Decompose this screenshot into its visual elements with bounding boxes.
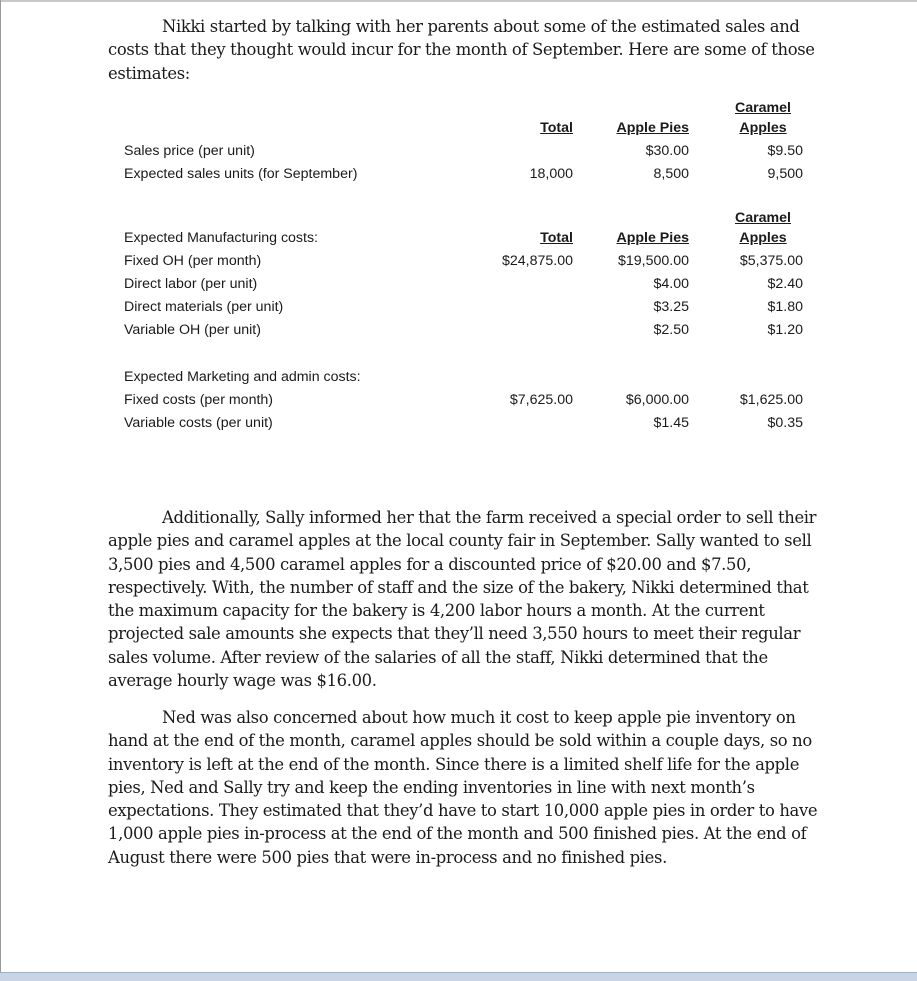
- row-caramel: $1,625.00: [739, 392, 803, 408]
- row-caramel: $2.40: [767, 276, 803, 292]
- mkt-row-fixed: [0, 392, 917, 415]
- sales-row-price: [0, 143, 917, 166]
- mfg-header-row-2: [0, 230, 917, 253]
- row-label: Fixed costs (per month): [124, 392, 274, 408]
- sales-header-total: Total: [540, 120, 573, 136]
- row-label: Fixed OH (per month): [124, 253, 262, 269]
- mkt-row-variable: [0, 415, 917, 438]
- mfg-row-variable-oh: [0, 322, 917, 345]
- row-apple: $6,000.00: [625, 392, 689, 408]
- mfg-header-caramel-line2: Apples: [739, 230, 787, 246]
- row-caramel: $5,375.00: [739, 253, 803, 269]
- row-label: Expected sales units (for September): [124, 166, 358, 182]
- row-apple: $3.25: [653, 299, 689, 315]
- row-caramel: $1.20: [767, 322, 803, 338]
- row-total: $24,875.00: [501, 253, 573, 269]
- row-apple: 8,500: [653, 166, 689, 182]
- sales-header-caramel-line2: Apples: [739, 120, 787, 136]
- row-caramel: 9,500: [767, 166, 803, 182]
- row-apple: $4.00: [653, 276, 689, 292]
- row-label: Sales price (per unit): [124, 143, 255, 159]
- special-order-paragraph: Additionally, Sally informed her that the farm received a special order to sell their apple pies and caramel apples at the local county fair in September. Sally wanted to sell 3,500 pies and 4,500 caramel apples for a discounted price of $20.00 and $7.50, respectively. With, the number of staff and the size of the bakery, Nikki determined that the maximum capacity for the bakery is 4,200 labor hours a month. At the current projected sale amounts she expects that they’ll need 3,550 hours to meet their regular sales volume. After review of the salaries of all the staff, Nikki determined that the average hourly wage was $16.00.: [108, 508, 817, 691]
- mfg-row-direct-materials: [0, 299, 917, 322]
- mkt-title: Expected Marketing and admin costs:: [124, 369, 361, 385]
- sales-row-units: [0, 166, 917, 189]
- row-apple: $30.00: [645, 143, 689, 159]
- intro-paragraph: Nikki started by talking with her parents about some of the estimated sales and costs that they thought would incur for the month of September. Here are some of those estimates:: [108, 17, 815, 83]
- row-caramel: $1.80: [767, 299, 803, 315]
- mfg-row-direct-labor: [0, 276, 917, 299]
- row-total: 18,000: [529, 166, 573, 182]
- mkt-title-row: [0, 369, 917, 392]
- row-apple: $2.50: [653, 322, 689, 338]
- row-total: $7,625.00: [509, 392, 573, 408]
- row-apple: $1.45: [653, 415, 689, 431]
- sales-header-caramel-line1: Caramel: [735, 100, 791, 116]
- row-label: Direct labor (per unit): [124, 276, 258, 292]
- row-caramel: $9.50: [767, 143, 803, 159]
- sales-header-apple-pies: Apple Pies: [616, 120, 689, 136]
- page-top-edge: [0, 0, 917, 2]
- mfg-header-total: Total: [540, 230, 573, 246]
- inventory-paragraph: Ned was also concerned about how much it cost to keep apple pie inventory on hand at the end of the month, caramel apples should be sold within a couple days, so no inventory is left at the end of the month. Since there is a limited shelf life for the apple pies, Ned and Sally try and keep the ending inventories in line with next month’s expectations. They estimated that they’d have to start 10,000 apple pies in order to have 1,000 apple pies in-process at the end of the month and 500 finished pies. At the end of August there were 500 pies that were in-process and no finished pies.: [108, 708, 818, 867]
- mfg-row-fixed-oh: [0, 253, 917, 276]
- mfg-title: Expected Manufacturing costs:: [124, 230, 318, 246]
- mfg-header-caramel-line1: Caramel: [735, 210, 791, 226]
- row-label: Direct materials (per unit): [124, 299, 284, 315]
- mfg-header-apple-pies: Apple Pies: [616, 230, 689, 246]
- sales-header-row-2: [0, 120, 917, 143]
- row-caramel: $0.35: [767, 415, 803, 431]
- row-label: Variable costs (per unit): [124, 415, 273, 431]
- row-apple: $19,500.00: [617, 253, 689, 269]
- row-label: Variable OH (per unit): [124, 322, 261, 338]
